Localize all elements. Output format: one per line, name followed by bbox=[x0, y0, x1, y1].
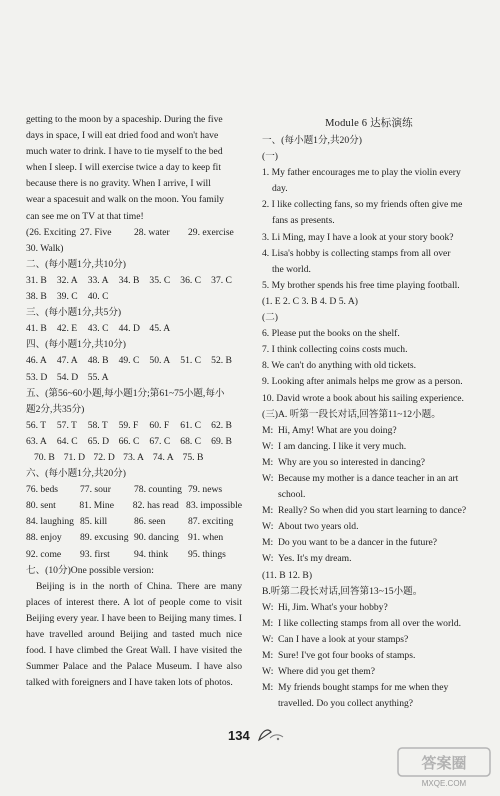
sentence-3: 3. Li Ming, may I have a look at your story book? bbox=[262, 231, 454, 243]
answer-row bbox=[26, 450, 242, 466]
answer: 81. Mine bbox=[79, 500, 114, 512]
page-number: 134 bbox=[228, 728, 250, 743]
answer: 41. B bbox=[26, 323, 47, 335]
answer: 76. beds bbox=[26, 484, 58, 496]
answer: 64. C bbox=[56, 435, 78, 447]
dialogue-line bbox=[262, 551, 476, 567]
sentence-1-cont: day. bbox=[272, 183, 288, 195]
section-4-heading: 四、(每小题1分,共10分) bbox=[26, 339, 126, 351]
utterance: Do you want to be a dancer in the future? bbox=[278, 537, 438, 549]
sentence-2-cont: fans as presents. bbox=[272, 215, 335, 227]
answer: 51. C bbox=[180, 355, 202, 367]
answer: 63. A bbox=[26, 435, 47, 447]
dialogue-line bbox=[262, 664, 476, 680]
sentence-6: 6. Please put the books on the shelf. bbox=[262, 328, 400, 340]
answer: 67. C bbox=[149, 435, 171, 447]
speaker: M: bbox=[262, 682, 274, 694]
answer: 90. dancing bbox=[134, 532, 179, 544]
answer: 68. C bbox=[180, 435, 202, 447]
answer: 36. C bbox=[180, 274, 202, 286]
answer: 86. seen bbox=[134, 516, 166, 528]
sentence-10: 10. David wrote a book about his sailing experience. bbox=[262, 392, 464, 404]
answer-row bbox=[26, 498, 242, 514]
answer: 69. B bbox=[211, 435, 232, 447]
answer: 40. C bbox=[87, 291, 109, 303]
answer: 93. first bbox=[80, 548, 110, 560]
module-title: Module 6 达标演练 bbox=[325, 118, 413, 129]
answer: 77. sour bbox=[80, 484, 111, 496]
right-column bbox=[262, 133, 476, 712]
watermark-en: MXQE.COM bbox=[421, 779, 467, 788]
answer: 61. C bbox=[180, 419, 202, 431]
answer: 33. A bbox=[87, 274, 109, 286]
answer: 43. C bbox=[87, 323, 109, 335]
speaker: W: bbox=[262, 633, 274, 645]
answer: 62. B bbox=[211, 419, 232, 431]
answer: 35. C bbox=[149, 274, 171, 286]
left-column bbox=[26, 112, 242, 691]
answer: 91. when bbox=[188, 532, 224, 544]
answer: 52. B bbox=[211, 355, 232, 367]
answer: 75. B bbox=[182, 451, 204, 463]
sentence-4: 4. Lisa's hobby is collecting stamps from all over bbox=[262, 247, 451, 259]
dialogue-line bbox=[262, 600, 476, 616]
utterance: Can I have a look at your stamps? bbox=[278, 633, 409, 645]
answer-30: 30. Walk) bbox=[26, 242, 64, 254]
speaker: W: bbox=[262, 601, 274, 613]
answer: 66. C bbox=[118, 435, 140, 447]
answer: 31. B bbox=[26, 274, 47, 286]
answer: 83. impossible bbox=[186, 500, 242, 512]
answer: 71. D bbox=[63, 451, 86, 463]
answer-row bbox=[26, 321, 242, 337]
answer: 50. A bbox=[149, 355, 171, 367]
answer: 87. exciting bbox=[188, 516, 234, 528]
answer: 84. laughing bbox=[26, 516, 74, 528]
text-line: when I sleep. I will exercise twice a day to keep fit bbox=[26, 162, 221, 174]
watermark-cn: 答案圈 bbox=[421, 754, 467, 772]
speaker: M: bbox=[262, 424, 274, 436]
sentence-9: 9. Looking after animals helps me grow as a person. bbox=[262, 376, 463, 388]
answer: 59. F bbox=[118, 419, 139, 431]
answer: 54. D bbox=[56, 371, 79, 383]
dialogue-line bbox=[262, 616, 476, 632]
answer-row bbox=[26, 547, 242, 563]
utterance: Sure! I've got four books of stamps. bbox=[278, 650, 416, 661]
answer-row bbox=[26, 353, 242, 369]
utterance: I like collecting stamps from all over the world. bbox=[278, 617, 462, 629]
answer: 47. A bbox=[56, 355, 78, 367]
writing-sample: Beijing is in the north of China. There are many places of interest there. A lot of people come to visit Beijing every year. I have been to Beijing many times. I have travelled around Beijing and tasted much nice food. I have climbed the Great Wall. I have visited the Summer Palace and the Palace Museum. I have also talked with foreigners and I have taken lots of photos. bbox=[26, 580, 242, 689]
answer: 32. A bbox=[56, 274, 78, 286]
answer: 42. E bbox=[56, 323, 78, 335]
dialogue-line bbox=[262, 455, 476, 471]
answer: 48. B bbox=[87, 355, 109, 367]
answer: 28. water bbox=[134, 226, 170, 238]
speaker: M: bbox=[262, 456, 274, 468]
answer: 44. D bbox=[118, 323, 140, 335]
answer-row bbox=[26, 289, 242, 305]
answers-1-5: (1. E 2. C 3. B 4. D 5. A) bbox=[262, 295, 358, 307]
section-5-heading: 五、(第56~60小题,每小题1分;第61~75小题,每小 bbox=[26, 387, 225, 399]
answer: 85. kill bbox=[80, 516, 108, 528]
utterance: Why are you so interested in dancing? bbox=[278, 456, 426, 468]
answer-row bbox=[26, 434, 242, 450]
answer: 95. things bbox=[188, 548, 226, 560]
dialogue-line bbox=[262, 503, 476, 519]
speaker: W: bbox=[262, 472, 274, 484]
section-5-heading-cont: 题2分,共35分) bbox=[26, 403, 85, 415]
answer: 34. B bbox=[118, 274, 140, 286]
utterance: Yes. It's my dream. bbox=[278, 553, 352, 565]
subsection-1: (一) bbox=[262, 151, 278, 163]
speaker: W: bbox=[262, 440, 274, 452]
answer-row bbox=[26, 418, 242, 434]
speaker: M: bbox=[262, 650, 274, 661]
answer: 58. T bbox=[87, 419, 108, 431]
answer: 74. A bbox=[152, 451, 174, 463]
answer: 92. come bbox=[26, 548, 62, 560]
sentence-4-cont: the world. bbox=[272, 263, 311, 275]
utterance: Where did you get them? bbox=[278, 666, 375, 678]
answer-row bbox=[26, 370, 242, 386]
subsection-b: B.听第二段长对话,回答第13~15小题。 bbox=[262, 585, 423, 597]
section-1-heading: 一、(每小题1分,共20分) bbox=[262, 135, 362, 146]
dialogue-line bbox=[262, 535, 476, 551]
dialogue-line bbox=[262, 439, 476, 455]
answer: 65. D bbox=[87, 435, 110, 447]
speaker: W: bbox=[262, 666, 274, 678]
answer: 94. think bbox=[134, 548, 169, 560]
answer: 27. Five bbox=[80, 226, 112, 238]
dialogue-line bbox=[262, 471, 476, 503]
dialogue-line bbox=[262, 648, 476, 664]
answer-row bbox=[26, 482, 242, 498]
speaker: M: bbox=[262, 505, 274, 517]
dialogue-line bbox=[262, 680, 476, 712]
subsection-2: (二) bbox=[262, 312, 278, 324]
answer: 38. B bbox=[26, 291, 47, 303]
speaker: M: bbox=[262, 537, 274, 549]
answer: 39. C bbox=[56, 291, 78, 303]
answer: 70. B bbox=[34, 451, 55, 463]
answer: 60. F bbox=[149, 419, 170, 431]
answer: 82. has read bbox=[132, 500, 179, 512]
sentence-1: 1. My father encourages me to play the violin every bbox=[262, 167, 461, 179]
text-line: getting to the moon by a spaceship. During the five bbox=[26, 114, 223, 125]
text-line: because there is no gravity. When I arrive, I will bbox=[26, 178, 211, 190]
utterance: I am dancing. I like it very much. bbox=[278, 440, 407, 452]
dialogue-line bbox=[262, 519, 476, 535]
sentence-8: 8. We can't do anything with old tickets. bbox=[262, 360, 416, 372]
answer: 37. C bbox=[211, 274, 232, 286]
utterance: Hi, Amy! What are you doing? bbox=[278, 424, 397, 436]
answer: 45. A bbox=[149, 323, 171, 335]
answer-row-26 bbox=[26, 225, 242, 241]
section-7-heading: 七、(10分)One possible version: bbox=[26, 564, 154, 576]
speaker: M: bbox=[262, 617, 274, 629]
utterance: My friends bought stamps for me when they travelled. Do you collect anything? bbox=[278, 682, 449, 710]
utterance: Hi, Jim. What's your hobby? bbox=[278, 601, 388, 613]
answer: 72. D bbox=[93, 451, 115, 463]
answer: 46. A bbox=[26, 355, 47, 367]
text-line: wear a spacesuit and walk on the moon. You family bbox=[26, 194, 224, 206]
subsection-3: (三)A. 听第一段长对话,回答第11~12小题。 bbox=[262, 408, 441, 420]
utterance: Because my mother is a dance teacher in an art school. bbox=[278, 472, 459, 501]
text-line: days in space, I will eat dried food and won't have bbox=[26, 130, 219, 142]
text-line: can see me on TV at that time! bbox=[26, 210, 144, 222]
answer: 53. D bbox=[26, 371, 48, 383]
answer-row bbox=[26, 514, 242, 530]
watermark-logo-icon bbox=[396, 746, 492, 790]
utterance: Really? So when did you start learning to dance? bbox=[278, 505, 467, 517]
answer: 55. A bbox=[87, 371, 109, 383]
leaf-deco-icon bbox=[256, 726, 286, 744]
section-6-heading: 六、(每小题1分,共20分) bbox=[26, 468, 126, 480]
answer: (26. Exciting bbox=[26, 226, 77, 238]
answer: 79. news bbox=[188, 484, 223, 496]
answer: 57. T bbox=[56, 419, 77, 431]
answer: 80. sent bbox=[26, 500, 56, 512]
section-3-heading: 三、(每小题1分,共5分) bbox=[26, 307, 122, 319]
dialogue-line bbox=[262, 423, 476, 439]
answer: 88. enjoy bbox=[26, 532, 62, 544]
dialogue-line bbox=[262, 632, 476, 648]
sentence-5: 5. My brother spends his free time playing football. bbox=[262, 279, 460, 291]
sentence-7: 7. I think collecting coins costs much. bbox=[262, 344, 408, 356]
answers-11-12: (11. B 12. B) bbox=[262, 569, 313, 581]
answer: 29. exercise bbox=[188, 226, 234, 238]
answer: 78. counting bbox=[134, 484, 182, 496]
answer: 49. C bbox=[118, 355, 140, 367]
answer: 89. excusing bbox=[80, 532, 129, 544]
sentence-2: 2. I like collecting fans, so my friends often give me bbox=[262, 199, 463, 211]
answer: 56. T bbox=[26, 419, 47, 431]
section-2-heading: 二、(每小题1分,共10分) bbox=[26, 258, 126, 270]
answer: 73. A bbox=[123, 451, 144, 463]
utterance: About two years old. bbox=[278, 521, 359, 533]
text-line: much water to drink. I have to tie myself to the bed bbox=[26, 146, 223, 158]
speaker: W: bbox=[262, 553, 274, 565]
answer-row bbox=[26, 530, 242, 546]
answer-row bbox=[26, 273, 242, 289]
speaker: W: bbox=[262, 521, 274, 533]
